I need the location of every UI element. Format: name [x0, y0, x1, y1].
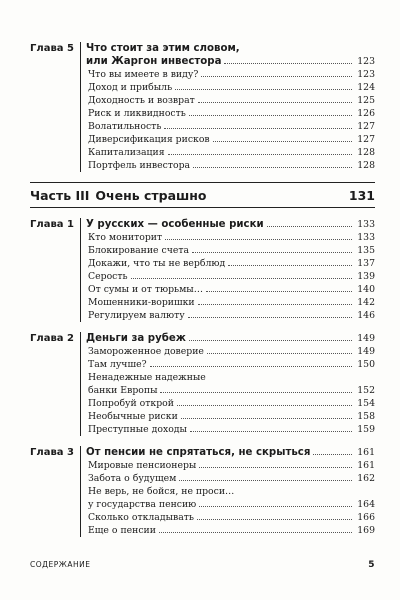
entry-title: Мировые пенсионеры: [88, 460, 197, 471]
chapter-title-row: [86, 332, 375, 345]
entry-last-line: [86, 384, 375, 397]
toc-entry: [86, 146, 375, 159]
entry-title: Серость: [88, 271, 128, 282]
entry-title: Докажи, что ты не верблюд: [88, 258, 226, 269]
chapter-page: 133: [357, 219, 375, 230]
toc-entry: [86, 410, 375, 423]
toc-entry: [86, 423, 375, 436]
table-of-contents: [30, 42, 375, 547]
chapter-title-row: [86, 218, 375, 231]
chapter-page: 161: [357, 447, 375, 458]
entry-title: Портфель инвестора: [88, 160, 191, 171]
entry-title: Сколько откладывать: [88, 512, 194, 523]
dot-leader: [175, 89, 352, 90]
entry-title-line: Ненадежные надежные: [88, 372, 206, 383]
part-title: Очень страшно: [95, 188, 207, 203]
chapter-body: [86, 42, 375, 172]
entry-page: 135: [357, 245, 375, 256]
entry-page: 127: [357, 134, 375, 145]
entry-page: 128: [357, 147, 375, 158]
chapter-title-line: У русских — особенные риски: [86, 219, 264, 230]
dot-leader: [159, 532, 352, 533]
dot-leader: [313, 454, 352, 455]
entry-page: 128: [357, 160, 375, 171]
entry-page: 124: [357, 82, 375, 93]
dot-leader: [193, 167, 352, 168]
toc-entry: [86, 133, 375, 146]
entry-title: Еще о пенсии: [88, 525, 156, 536]
part-label: Часть III: [30, 188, 90, 203]
toc-entry: [86, 511, 375, 524]
entry-title: От сумы и от тюрьмы…: [88, 284, 204, 295]
chapter-title-last-line: [86, 55, 375, 68]
chapter-title-last-line: [86, 446, 375, 459]
chapter-block: [30, 42, 375, 172]
toc-entry: [86, 107, 375, 120]
entry-title: Диверсификация рисков: [88, 134, 210, 145]
chapter-label: Глава 5: [30, 42, 81, 172]
chapter-block: [30, 218, 375, 322]
entry-title-line: банки Европы: [88, 385, 158, 396]
dot-leader: [224, 63, 352, 64]
toc-entry: [86, 485, 375, 511]
entry-page: 158: [357, 411, 375, 422]
toc-entry: [86, 81, 375, 94]
entry-title: Доход и прибыль: [88, 82, 173, 93]
entry-page: 161: [357, 460, 375, 471]
toc-entry: [86, 459, 375, 472]
entry-page: 139: [357, 271, 375, 282]
dot-leader: [189, 115, 352, 116]
toc-entry: [86, 68, 375, 81]
entry-title: Попробуй открой: [88, 398, 174, 409]
toc-entry: [86, 358, 375, 371]
entry-page: 127: [357, 121, 375, 132]
toc-entry: [86, 472, 375, 485]
dot-leader: [177, 405, 352, 406]
dot-leader: [228, 265, 352, 266]
entry-title-line: Не верь, не бойся, не проси…: [88, 486, 235, 497]
toc-entry: [86, 231, 375, 244]
entry-page: 154: [357, 398, 375, 409]
toc-entry: [86, 244, 375, 257]
dot-leader: [199, 506, 352, 507]
running-footer-title: СОДЕРЖАНИЕ: [30, 560, 91, 569]
entry-page: 152: [357, 385, 375, 396]
part-page: 131: [348, 188, 375, 203]
dot-leader: [189, 340, 352, 341]
entry-title: Что вы имеете в виду?: [88, 69, 199, 80]
chapter-title-line: Деньги за рубеж: [86, 333, 186, 344]
chapter-body: [86, 218, 375, 322]
chapter-block: [30, 446, 375, 537]
dot-leader: [213, 141, 352, 142]
dot-leader: [267, 226, 352, 227]
entry-page: 126: [357, 108, 375, 119]
dot-leader: [198, 304, 352, 305]
page-number: 5: [368, 560, 375, 570]
part-heading: [30, 182, 375, 208]
entry-page: 149: [357, 346, 375, 357]
dot-leader: [131, 278, 352, 279]
chapter-page: 123: [357, 56, 375, 67]
chapter-title: [86, 332, 375, 345]
entry-title: Необычные риски: [88, 411, 178, 422]
chapter-title-row: [86, 42, 375, 68]
entry-title: Кто мониторит: [88, 232, 163, 243]
chapter-title: [86, 218, 375, 231]
chapter-page: 149: [357, 333, 375, 344]
entry-title: Регулируем валюту: [88, 310, 185, 321]
entry-title: Забота о будущем: [88, 473, 177, 484]
entry-title: Там лучше?: [88, 359, 147, 370]
dot-leader: [197, 519, 352, 520]
toc-entry: [86, 257, 375, 270]
dot-leader: [164, 128, 352, 129]
dot-leader: [207, 353, 352, 354]
dot-leader: [190, 431, 352, 432]
chapter-title-row: [86, 446, 375, 459]
toc-entry: [86, 524, 375, 537]
dot-leader: [181, 418, 352, 419]
entry-page: 166: [357, 512, 375, 523]
chapter-block: [30, 332, 375, 436]
entry-page: 162: [357, 473, 375, 484]
dot-leader: [198, 102, 352, 103]
dot-leader: [150, 366, 352, 367]
entry-title: Риск и ликвидность: [88, 108, 186, 119]
entry-title: Замороженное доверие: [88, 346, 204, 357]
entry-page: 159: [357, 424, 375, 435]
toc-entry: [86, 397, 375, 410]
toc-entry: [86, 94, 375, 107]
entry-page: 169: [357, 525, 375, 536]
chapter-label: Глава 2: [30, 332, 81, 436]
entry-page: 137: [357, 258, 375, 269]
dot-leader: [179, 480, 352, 481]
toc-entry: [86, 120, 375, 133]
chapter-title-line: Что стоит за этим словом,: [86, 43, 240, 54]
toc-entry: [86, 159, 375, 172]
dot-leader: [206, 291, 352, 292]
toc-entry: [86, 296, 375, 309]
entry-page: 142: [357, 297, 375, 308]
chapter-label: Глава 3: [30, 446, 81, 537]
chapter-title: [86, 42, 375, 68]
chapter-title-last-line: [86, 332, 375, 345]
toc-entry: [86, 283, 375, 296]
page-footer: [30, 560, 375, 570]
chapter-body: [86, 446, 375, 537]
entry-title: Блокирование счета: [88, 245, 190, 256]
dot-leader: [168, 154, 352, 155]
chapter-title-line: или Жаргон инвестора: [86, 56, 222, 67]
entry-page: 150: [357, 359, 375, 370]
entry-title: Преступные доходы: [88, 424, 187, 435]
dot-leader: [160, 392, 352, 393]
dot-leader: [199, 467, 352, 468]
toc-entry: [86, 270, 375, 283]
entry-page: 146: [357, 310, 375, 321]
toc-entry: [86, 309, 375, 322]
entry-title-line: у государства пенсию: [88, 499, 197, 510]
chapter-label: Глава 1: [30, 218, 81, 322]
entry-last-line: [86, 498, 375, 511]
entry-page: 140: [357, 284, 375, 295]
dot-leader: [188, 317, 352, 318]
chapter-title: [86, 446, 375, 459]
entry-page: 133: [357, 232, 375, 243]
dot-leader: [192, 252, 352, 253]
entry-page: 123: [357, 69, 375, 80]
toc-entry: [86, 345, 375, 358]
entry-title: Доходность и возврат: [88, 95, 195, 106]
chapter-title-last-line: [86, 218, 375, 231]
entry-title: Мошенники-воришки: [88, 297, 195, 308]
entry-title: Волатильность: [88, 121, 162, 132]
chapter-body: [86, 332, 375, 436]
chapter-title-line: От пенсии не спрятаться, не скрыться: [86, 447, 311, 458]
entry-page: 164: [357, 499, 375, 510]
entry-title: Капитализация: [88, 147, 165, 158]
dot-leader: [165, 239, 352, 240]
entry-page: 125: [357, 95, 375, 106]
dot-leader: [201, 76, 352, 77]
toc-entry: [86, 371, 375, 397]
